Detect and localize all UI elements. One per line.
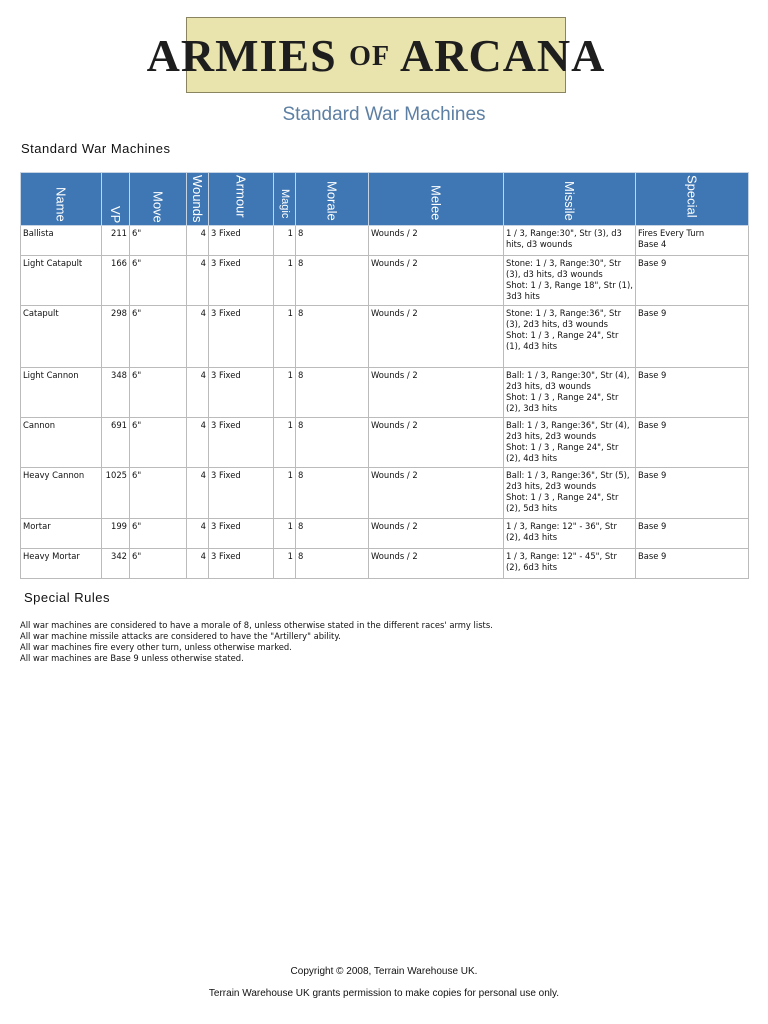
- table-row: [21, 368, 749, 418]
- cell-armour: 3 Fixed: [209, 306, 274, 368]
- cell-name: Light Cannon: [21, 368, 102, 418]
- cell-magic: 1: [274, 256, 296, 306]
- table-body: [21, 226, 749, 579]
- cell-magic: 1: [274, 468, 296, 519]
- cell-missile: Stone: 1 / 3, Range:36", Str (3), 2d3 hits, d3 wounds Shot: 1 / 3 , Range 24", Str (1), 4d3 hits: [504, 306, 636, 368]
- cell-armour: 3 Fixed: [209, 418, 274, 468]
- cell-magic: 1: [274, 226, 296, 256]
- cell-move: 6": [130, 226, 187, 256]
- cell-armour: 3 Fixed: [209, 519, 274, 549]
- cell-move: 6": [130, 549, 187, 579]
- cell-melee: Wounds / 2: [369, 306, 504, 368]
- logo-word-of: OF: [349, 40, 391, 72]
- header-name: Name: [21, 173, 102, 226]
- cell-vp: 298: [102, 306, 130, 368]
- header-morale: Morale: [296, 173, 369, 226]
- cell-missile: Ball: 1 / 3, Range:30", Str (4), 2d3 hits, d3 wounds Shot: 1 / 3 , Range 24", Str (2), 3d3 hits: [504, 368, 636, 418]
- cell-missile: Stone: 1 / 3, Range:30", Str (3), d3 hits, d3 wounds Shot: 1 / 3, Range 18", Str (1), 3d3 hits: [504, 256, 636, 306]
- cell-wounds: 4: [187, 306, 209, 368]
- war-machines-table: [20, 172, 749, 579]
- logo-word-arcana: ARCANA: [400, 29, 606, 81]
- special-rules-list: [20, 620, 720, 664]
- cell-name: Cannon: [21, 418, 102, 468]
- armies-of-arcana-logo: [146, 17, 606, 93]
- cell-name: Heavy Mortar: [21, 549, 102, 579]
- header-melee: Melee: [369, 173, 504, 226]
- cell-morale: 8: [296, 256, 369, 306]
- cell-special: Base 9: [636, 256, 749, 306]
- cell-magic: 1: [274, 368, 296, 418]
- cell-special: Fires Every Turn Base 4: [636, 226, 749, 256]
- cell-name: Catapult: [21, 306, 102, 368]
- header-armour: Armour: [209, 173, 274, 226]
- cell-wounds: 4: [187, 226, 209, 256]
- cell-magic: 1: [274, 418, 296, 468]
- table-header-row: [21, 173, 749, 226]
- cell-move: 6": [130, 306, 187, 368]
- cell-wounds: 4: [187, 256, 209, 306]
- table-row: [21, 549, 749, 579]
- cell-armour: 3 Fixed: [209, 368, 274, 418]
- cell-special: Base 9: [636, 306, 749, 368]
- cell-missile: Ball: 1 / 3, Range:36", Str (4), 2d3 hits, 2d3 wounds Shot: 1 / 3 , Range 24", Str (2), 4d3 hits: [504, 418, 636, 468]
- cell-morale: 8: [296, 468, 369, 519]
- cell-special: Base 9: [636, 549, 749, 579]
- cell-vp: 166: [102, 256, 130, 306]
- header-missile: Missile: [504, 173, 636, 226]
- section-title: Standard War Machines: [21, 141, 171, 156]
- special-rule-line: All war machines fire every other turn, unless otherwise marked.: [20, 642, 292, 652]
- logo-word-armies: ARMIES: [146, 29, 337, 81]
- cell-move: 6": [130, 519, 187, 549]
- special-rule-line: All war machine missile attacks are considered to have the "Artillery" ability.: [20, 631, 341, 641]
- cell-move: 6": [130, 256, 187, 306]
- special-rule-line: All war machines are Base 9 unless otherwise stated.: [20, 653, 244, 663]
- cell-morale: 8: [296, 549, 369, 579]
- cell-armour: 3 Fixed: [209, 549, 274, 579]
- cell-melee: Wounds / 2: [369, 418, 504, 468]
- cell-morale: 8: [296, 306, 369, 368]
- cell-vp: 348: [102, 368, 130, 418]
- logo-text: [147, 29, 606, 82]
- cell-magic: 1: [274, 549, 296, 579]
- table-row: [21, 519, 749, 549]
- header-vp: VP: [102, 173, 130, 226]
- table-row: [21, 306, 749, 368]
- cell-melee: Wounds / 2: [369, 549, 504, 579]
- cell-melee: Wounds / 2: [369, 368, 504, 418]
- cell-missile: 1 / 3, Range: 12" - 45", Str (2), 6d3 hits: [504, 549, 636, 579]
- cell-move: 6": [130, 468, 187, 519]
- cell-morale: 8: [296, 226, 369, 256]
- special-rules-title: Special Rules: [24, 590, 110, 605]
- cell-move: 6": [130, 368, 187, 418]
- table-row: [21, 418, 749, 468]
- cell-missile: Ball: 1 / 3, Range:36", Str (5), 2d3 hits, 2d3 wounds Shot: 1 / 3 , Range 24", Str (2), 5d3 hits: [504, 468, 636, 519]
- cell-melee: Wounds / 2: [369, 519, 504, 549]
- cell-vp: 342: [102, 549, 130, 579]
- cell-name: Ballista: [21, 226, 102, 256]
- cell-missile: 1 / 3, Range: 12" - 36", Str (2), 4d3 hits: [504, 519, 636, 549]
- table-row: [21, 468, 749, 519]
- cell-magic: 1: [274, 519, 296, 549]
- cell-melee: Wounds / 2: [369, 226, 504, 256]
- cell-vp: 1025: [102, 468, 130, 519]
- table-row: [21, 256, 749, 306]
- cell-name: Light Catapult: [21, 256, 102, 306]
- cell-morale: 8: [296, 418, 369, 468]
- cell-name: Heavy Cannon: [21, 468, 102, 519]
- cell-wounds: 4: [187, 519, 209, 549]
- table-row: [21, 226, 749, 256]
- cell-armour: 3 Fixed: [209, 226, 274, 256]
- cell-name: Mortar: [21, 519, 102, 549]
- cell-magic: 1: [274, 306, 296, 368]
- cell-melee: Wounds / 2: [369, 256, 504, 306]
- permission-notice: Terrain Warehouse UK grants permission to make copies for personal use only.: [208, 988, 560, 999]
- cell-melee: Wounds / 2: [369, 468, 504, 519]
- copyright-notice: Copyright © 2008, Terrain Warehouse UK.: [290, 966, 478, 977]
- header-special: Special: [636, 173, 749, 226]
- cell-special: Base 9: [636, 519, 749, 549]
- cell-special: Base 9: [636, 418, 749, 468]
- cell-missile: 1 / 3, Range:30", Str (3), d3 hits, d3 wounds: [504, 226, 636, 256]
- cell-special: Base 9: [636, 368, 749, 418]
- cell-morale: 8: [296, 519, 369, 549]
- cell-special: Base 9: [636, 468, 749, 519]
- special-rule-line: All war machines are considered to have a morale of 8, unless otherwise stated in the different races' army lists.: [20, 620, 493, 630]
- cell-vp: 211: [102, 226, 130, 256]
- cell-vp: 691: [102, 418, 130, 468]
- cell-wounds: 4: [187, 468, 209, 519]
- header-move: Move: [130, 173, 187, 226]
- cell-morale: 8: [296, 368, 369, 418]
- cell-vp: 199: [102, 519, 130, 549]
- cell-wounds: 4: [187, 418, 209, 468]
- header-magic: Magic: [274, 173, 296, 226]
- cell-armour: 3 Fixed: [209, 256, 274, 306]
- document-title: Standard War Machines: [282, 104, 486, 125]
- cell-wounds: 4: [187, 549, 209, 579]
- cell-wounds: 4: [187, 368, 209, 418]
- cell-armour: 3 Fixed: [209, 468, 274, 519]
- cell-move: 6": [130, 418, 187, 468]
- header-wounds: Wounds: [187, 173, 209, 226]
